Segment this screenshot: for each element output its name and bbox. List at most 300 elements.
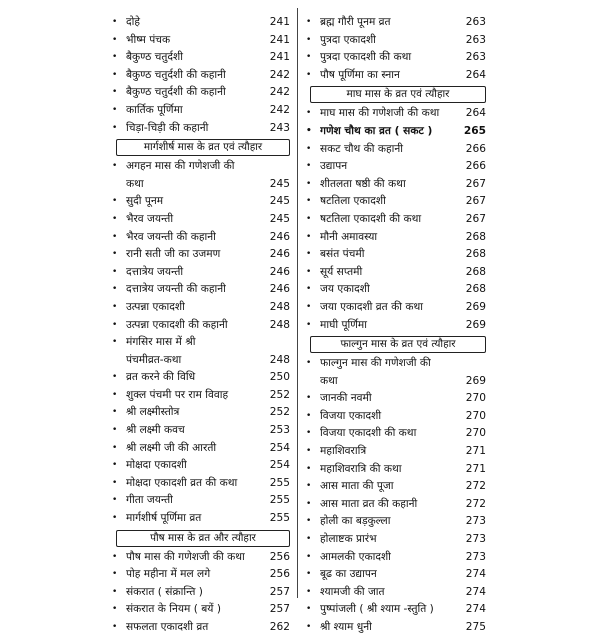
entry-title-text: सफलता एकादशी व्रत: [126, 621, 209, 633]
index-entry: [112, 334, 290, 369]
entry-title-text: मार्गशीर्ष पूर्णिमा व्रत: [126, 512, 202, 525]
entry-title-text: व्रत करने की विधि: [126, 371, 196, 384]
entry-title-text: सकट चौथ की कहानी: [320, 142, 403, 155]
index-entry: [306, 246, 486, 264]
entry-title-text: पुत्रदा एकादशी: [320, 33, 376, 46]
section-header: मार्गशीर्ष मास के व्रत एवं त्यौहार: [116, 139, 290, 156]
entry-title-text: आस माता की पूजा: [320, 480, 394, 493]
section-header: फाल्गुन मास के व्रत एवं त्यौहार: [310, 336, 486, 353]
entry-title: [126, 264, 268, 282]
index-entry: [112, 32, 290, 50]
index-entry: [112, 475, 290, 493]
entry-title: [126, 84, 268, 102]
page-number: 263: [465, 51, 486, 64]
page-number: 241: [269, 33, 290, 46]
entry-title: [126, 549, 268, 567]
index-entry: [306, 67, 486, 85]
bullet-icon: •: [112, 301, 118, 312]
entry-title: [320, 601, 464, 619]
entry-title: [126, 317, 268, 335]
page-number: 241: [269, 16, 290, 28]
page-number: 269: [465, 318, 486, 331]
entry-title: [126, 584, 268, 602]
entry-title-text: महाशिवरात्रि की कथा: [320, 462, 402, 475]
entry-title-text: दोहे: [126, 16, 140, 28]
bullet-icon: •: [306, 125, 312, 136]
entry-title-text: माघ मास की गणेशजी की कथा: [320, 107, 440, 120]
entry-title: [126, 299, 268, 317]
entry-title: [320, 496, 464, 514]
index-entry: [112, 404, 290, 422]
entry-title: [320, 264, 464, 282]
entry-title: [126, 369, 268, 387]
index-entry: [306, 299, 486, 317]
entry-title-text: जया एकादशी व्रत की कथा: [320, 300, 423, 313]
index-column-left: [112, 14, 290, 637]
entry-title: [126, 510, 268, 528]
bullet-icon: •: [306, 358, 312, 369]
index-entry: [306, 478, 486, 496]
index-entry: [306, 496, 486, 514]
page-number: 243: [269, 121, 290, 134]
bullet-icon: •: [306, 108, 312, 119]
page-number: 267: [465, 212, 486, 225]
page-number: 274: [465, 585, 486, 598]
entry-title: [320, 566, 464, 584]
entry-title-text: मंगसिर मास में श्री: [126, 336, 196, 349]
index-entry: [112, 492, 290, 510]
entry-title: [320, 513, 464, 531]
bullet-icon: •: [306, 551, 312, 562]
bullet-icon: •: [306, 481, 312, 492]
bullet-icon: •: [112, 586, 118, 597]
page-number: 246: [269, 265, 290, 278]
page-number: 256: [269, 568, 290, 581]
bullet-icon: •: [306, 284, 312, 295]
page-number: 246: [269, 248, 290, 261]
entry-title: [320, 584, 464, 602]
page-number: 264: [465, 68, 486, 81]
index-entry: [112, 193, 290, 211]
index-entry: [112, 211, 290, 229]
bullet-icon: •: [112, 569, 118, 580]
entry-title-text: सूर्य सप्तमी: [320, 265, 363, 278]
section-header: माघ मास के व्रत एवं त्यौहार: [310, 86, 486, 103]
page-number: 241: [269, 51, 290, 64]
page-number: 273: [465, 515, 486, 528]
entry-title-text: विजया एकादशी: [320, 409, 382, 422]
bullet-icon: •: [306, 569, 312, 580]
entry-title: [126, 422, 268, 440]
page-number: 245: [269, 212, 290, 225]
index-entry: [306, 317, 486, 335]
entry-title: [320, 246, 464, 264]
entry-title: [126, 32, 268, 50]
page-number: 253: [269, 424, 290, 437]
bullet-icon: •: [306, 516, 312, 527]
entry-title: [320, 619, 464, 637]
entry-title: [126, 566, 268, 584]
entry-title-text: पौष पूर्णिमा का स्नान: [320, 68, 400, 81]
entry-title: [126, 120, 268, 138]
page-number: 242: [269, 68, 290, 81]
page-number: 263: [465, 33, 486, 46]
page-number: 269: [465, 374, 486, 387]
page-number: 263: [465, 16, 486, 28]
bullet-icon: •: [306, 604, 312, 615]
column-divider: [297, 8, 298, 598]
bullet-icon: •: [112, 495, 118, 506]
entry-title: [126, 404, 268, 422]
page-number: 252: [269, 388, 290, 401]
entry-title-text: विजया एकादशी की कथा: [320, 427, 417, 440]
page-number: 268: [465, 230, 486, 243]
page-number: 248: [269, 300, 290, 313]
entry-title-text: बैकुण्ठ चतुर्दशी: [126, 51, 183, 64]
entry-title: [320, 123, 464, 141]
bullet-icon: •: [112, 69, 118, 80]
entry-title: [126, 619, 268, 637]
page-number: 248: [269, 318, 290, 331]
page-number: 248: [269, 353, 290, 366]
index-column-right: [306, 14, 486, 637]
index-entry: [306, 584, 486, 602]
index-entry: [112, 510, 290, 528]
bullet-icon: •: [306, 410, 312, 421]
index-entry: [112, 102, 290, 120]
page-number: 245: [269, 177, 290, 190]
entry-title: [126, 457, 268, 475]
page-number: 273: [465, 533, 486, 546]
entry-title-text: सुदी पूनम: [126, 195, 164, 208]
page-number: 270: [465, 427, 486, 440]
entry-title: [320, 355, 464, 390]
page-number: 268: [465, 248, 486, 261]
bullet-icon: •: [112, 442, 118, 453]
page-number: 271: [465, 445, 486, 458]
page-number: 255: [269, 494, 290, 507]
section-header: पौष मास के व्रत और त्यौहार: [116, 530, 290, 547]
bullet-icon: •: [306, 534, 312, 545]
entry-title: [126, 67, 268, 85]
bullet-icon: •: [306, 231, 312, 242]
page-number: 268: [465, 283, 486, 296]
page-number: 246: [269, 230, 290, 243]
entry-title-text: भैरव जयन्ती की कहानी: [126, 230, 216, 243]
entry-title-text: जानकी नवमी: [320, 392, 372, 405]
entry-title-text: पौष मास की गणेशजी की कथा: [126, 550, 245, 563]
index-entry: [306, 443, 486, 461]
page-number: 269: [465, 300, 486, 313]
entry-title: [126, 281, 268, 299]
entry-title: [320, 281, 464, 299]
entry-title: [320, 299, 464, 317]
bullet-icon: •: [112, 337, 118, 348]
bullet-icon: •: [112, 372, 118, 383]
index-entry: [306, 390, 486, 408]
page-number: 245: [269, 195, 290, 208]
page-number: 270: [465, 392, 486, 405]
entry-title: [320, 408, 464, 426]
bullet-icon: •: [306, 463, 312, 474]
entry-title-text: दत्तात्रेय जयन्ती: [126, 265, 184, 278]
entry-title: [126, 387, 268, 405]
entry-title-text: श्री लक्ष्मीस्तोत्र: [126, 406, 180, 419]
page-number: 275: [465, 621, 486, 633]
index-entry: [112, 49, 290, 67]
entry-title: [320, 49, 464, 67]
entry-title-text: श्री लक्ष्मी जी की आरती: [126, 441, 217, 454]
entry-title: [126, 49, 268, 67]
index-entry: [306, 425, 486, 443]
entry-title-text: दत्तात्रेय जयन्ती की कहानी: [126, 283, 226, 296]
entry-title-text: संकरात के नियम ( बयें ): [126, 603, 221, 616]
bullet-icon: •: [112, 122, 118, 133]
entry-title-text: कार्तिक पूर्णिमा: [126, 103, 183, 116]
index-entry: [112, 67, 290, 85]
entry-title-text: पुष्पांजली ( श्री श्याम -स्तुति ): [320, 603, 434, 616]
entry-title-text: मोक्षदा एकादशी व्रत की कथा: [126, 476, 238, 489]
page-number: 267: [465, 177, 486, 190]
bullet-icon: •: [112, 104, 118, 115]
bullet-icon: •: [306, 249, 312, 260]
bullet-icon: •: [306, 301, 312, 312]
index-entry: [306, 123, 486, 141]
entry-title-text: फाल्गुन मास की गणेशजी की: [320, 357, 431, 370]
entry-title-text: बैकुण्ठ चतुर्दशी की कहानी: [126, 86, 226, 99]
index-entry: [112, 264, 290, 282]
bullet-icon: •: [112, 389, 118, 400]
index-entry: [112, 299, 290, 317]
index-entry: [112, 457, 290, 475]
entry-title: [126, 334, 268, 369]
entry-title: [126, 14, 268, 32]
index-entry: [112, 369, 290, 387]
entry-title-text: गणेश चौथ का व्रत ( सकट ): [320, 124, 433, 137]
entry-title-text: षटतिला एकादशी: [320, 195, 386, 208]
index-entry: [112, 120, 290, 138]
index-entry: [112, 281, 290, 299]
index-entry: [306, 229, 486, 247]
bullet-icon: •: [306, 586, 312, 597]
entry-title-text: उत्पन्ना एकादशी की कहानी: [126, 318, 228, 331]
entry-title: [320, 105, 464, 123]
page-number: 274: [465, 603, 486, 616]
index-entry: [306, 601, 486, 619]
bullet-icon: •: [306, 266, 312, 277]
bullet-icon: •: [112, 551, 118, 562]
entry-title-text: भीष्म पंचक: [126, 33, 171, 46]
bullet-icon: •: [306, 498, 312, 509]
index-entry: [112, 84, 290, 102]
entry-title: [320, 461, 464, 479]
bullet-icon: •: [112, 284, 118, 295]
index-entry: [306, 281, 486, 299]
page-number: 272: [465, 480, 486, 493]
entry-title-text: पोह महीना में मल लगे: [126, 568, 211, 581]
bullet-icon: •: [112, 161, 118, 172]
page-number: 264: [465, 107, 486, 120]
entry-title: [126, 193, 268, 211]
bullet-icon: •: [306, 213, 312, 224]
index-entry: [306, 211, 486, 229]
page-number: 242: [269, 103, 290, 116]
bullet-icon: •: [112, 604, 118, 615]
page-number: 254: [269, 459, 290, 472]
entry-title-text: जय एकादशी: [320, 283, 370, 296]
bullet-icon: •: [112, 52, 118, 63]
entry-title-text: शुक्ल पंचमी पर राम विवाह: [126, 388, 229, 401]
entry-title-continued: कथा: [320, 374, 338, 387]
index-entry: [306, 619, 486, 637]
index-entry: [306, 193, 486, 211]
index-entry: [112, 14, 290, 32]
bullet-icon: •: [306, 446, 312, 457]
page-number: 252: [269, 406, 290, 419]
bullet-icon: •: [306, 393, 312, 404]
entry-title-text: महाशिवरात्रि: [320, 445, 367, 458]
bullet-icon: •: [112, 266, 118, 277]
bullet-icon: •: [306, 143, 312, 154]
entry-title: [320, 67, 464, 85]
page-number: 262: [269, 621, 290, 633]
entry-title: [320, 531, 464, 549]
bullet-icon: •: [306, 428, 312, 439]
page-number: 257: [269, 585, 290, 598]
page-number: 246: [269, 283, 290, 296]
entry-title: [126, 492, 268, 510]
entry-title: [320, 390, 464, 408]
page-number: 242: [269, 86, 290, 99]
bullet-icon: •: [306, 319, 312, 330]
entry-title-text: बूढ का उद्यापन: [320, 568, 377, 581]
index-entry: [306, 531, 486, 549]
entry-title-text: बसंत पंचमी: [320, 248, 365, 261]
index-entry: [306, 176, 486, 194]
bullet-icon: •: [306, 178, 312, 189]
index-entry: [306, 141, 486, 159]
entry-title-text: बैकुण्ठ चतुर्दशी की कहानी: [126, 68, 226, 81]
bullet-icon: •: [306, 17, 312, 27]
entry-title: [126, 211, 268, 229]
entry-title: [320, 176, 464, 194]
page-number: 257: [269, 603, 290, 616]
entry-title: [320, 211, 464, 229]
page-number: 270: [465, 409, 486, 422]
entry-title-text: आमलकी एकादशी: [320, 550, 391, 563]
entry-title: [126, 246, 268, 264]
bullet-icon: •: [112, 513, 118, 524]
index-entry: [112, 317, 290, 335]
entry-title-text: मोक्षदा एकादशी: [126, 459, 187, 472]
entry-title-text: श्री लक्ष्मी कवच: [126, 424, 185, 437]
entry-title: [320, 14, 464, 32]
page-number: 265: [463, 124, 486, 137]
index-entry: [112, 387, 290, 405]
bullet-icon: •: [112, 249, 118, 260]
entry-title-continued: कथा: [126, 177, 144, 190]
entry-title-text: भैरव जयन्ती: [126, 212, 174, 225]
index-entry: [306, 158, 486, 176]
bullet-icon: •: [112, 477, 118, 488]
page-number: 250: [269, 371, 290, 384]
bullet-icon: •: [306, 34, 312, 45]
entry-title: [320, 32, 464, 50]
bullet-icon: •: [112, 17, 118, 27]
page-number: 254: [269, 441, 290, 454]
index-entry: [112, 601, 290, 619]
entry-title: [126, 475, 268, 493]
page-number: 256: [269, 550, 290, 563]
index-entry: [306, 408, 486, 426]
bullet-icon: •: [112, 622, 118, 632]
entry-title: [126, 440, 268, 458]
entry-title-text: गीता जयन्ती: [126, 494, 173, 507]
entry-title: [320, 478, 464, 496]
page-number: 274: [465, 568, 486, 581]
entry-title-text: चिड़ा-चिड़ी की कहानी: [126, 121, 209, 134]
bullet-icon: •: [112, 460, 118, 471]
entry-title-continued: पंचमीव्रत-कथा: [126, 353, 182, 366]
page-number: 266: [465, 160, 486, 173]
entry-title-text: पुत्रदा एकादशी की कथा: [320, 51, 412, 64]
index-entry: [112, 566, 290, 584]
entry-title: [126, 102, 268, 120]
bullet-icon: •: [112, 213, 118, 224]
index-entry: [306, 264, 486, 282]
bullet-icon: •: [112, 34, 118, 45]
bullet-icon: •: [306, 52, 312, 63]
bullet-icon: •: [306, 622, 312, 632]
entry-title: [126, 229, 268, 247]
entry-title-text: श्यामजी की जात: [320, 585, 385, 598]
entry-title-text: शीतलता षष्ठी की कथा: [320, 177, 406, 190]
entry-title-text: संकरात ( संक्रान्ति ): [126, 585, 203, 598]
entry-title: [320, 229, 464, 247]
index-entry: [306, 355, 486, 390]
page-number: 266: [465, 142, 486, 155]
entry-title: [320, 443, 464, 461]
index-entry: [112, 158, 290, 193]
entry-title: [320, 549, 464, 567]
entry-title: [320, 141, 464, 159]
bullet-icon: •: [306, 69, 312, 80]
entry-title: [126, 601, 268, 619]
index-entry: [306, 14, 486, 32]
entry-title: [320, 158, 464, 176]
entry-title-text: अगहन मास की गणेशजी की: [126, 160, 235, 173]
index-entry: [112, 440, 290, 458]
entry-title-text: होली का बड़कुल्ला: [320, 515, 391, 528]
bullet-icon: •: [306, 161, 312, 172]
bullet-icon: •: [112, 425, 118, 436]
entry-title: [126, 158, 268, 193]
index-entry: [112, 549, 290, 567]
entry-title-text: रानी सती जी का उजमण: [126, 248, 221, 261]
index-entry: [112, 584, 290, 602]
bullet-icon: •: [112, 87, 118, 98]
index-entry: [306, 566, 486, 584]
bullet-icon: •: [112, 319, 118, 330]
index-entry: [306, 32, 486, 50]
index-entry: [112, 246, 290, 264]
entry-title-text: माघी पूर्णिमा: [320, 318, 367, 331]
entry-title-text: उत्पन्ना एकादशी: [126, 300, 185, 313]
entry-title-text: उद्यापन: [320, 160, 348, 173]
bullet-icon: •: [112, 196, 118, 207]
entry-title: [320, 193, 464, 211]
entry-title-text: होलाष्टक प्रारंभ: [320, 533, 377, 546]
